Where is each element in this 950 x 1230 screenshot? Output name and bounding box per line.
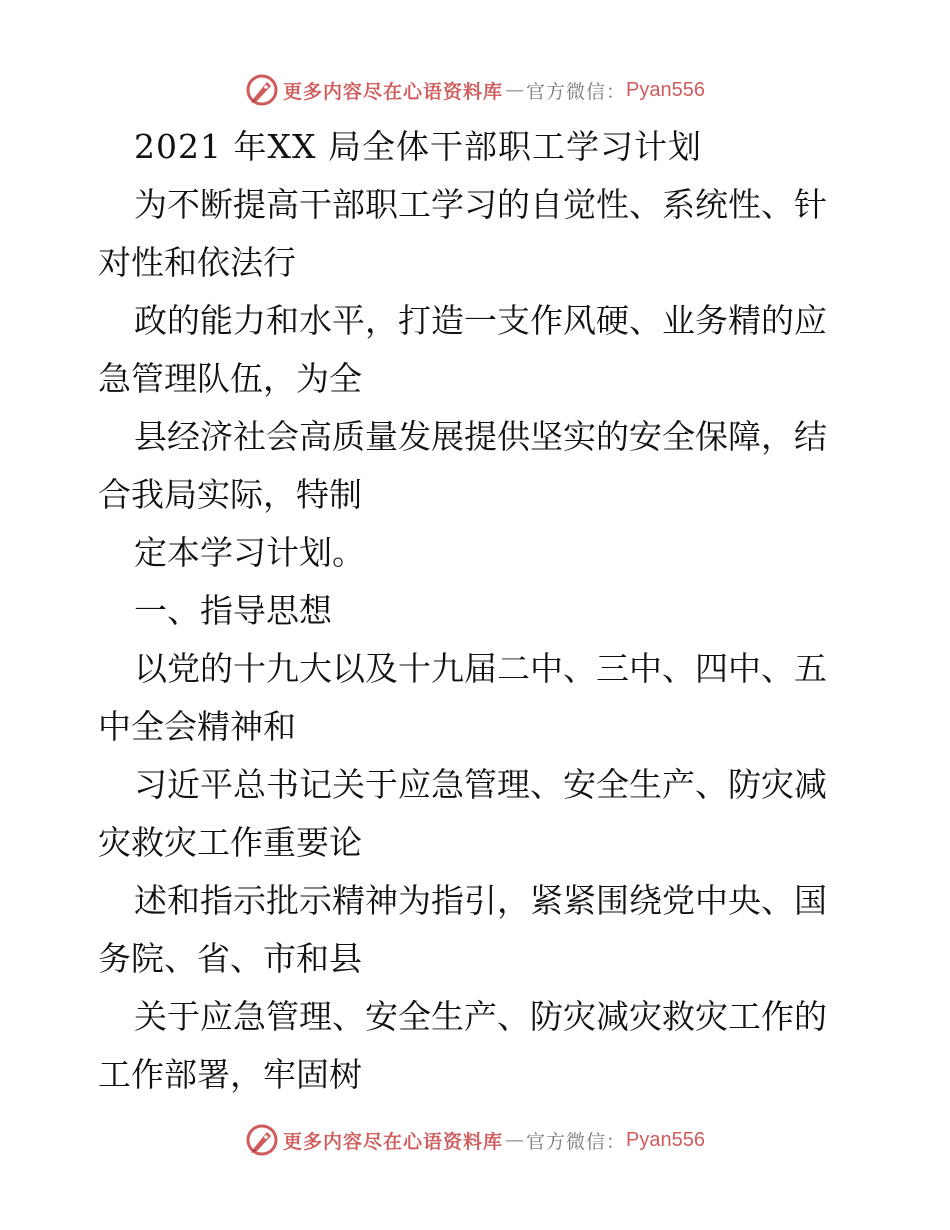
paragraph-line: 定本学习计划。 — [134, 533, 365, 572]
pen-nib-logo-icon — [245, 73, 279, 107]
pen-nib-logo-icon — [245, 1123, 279, 1157]
paragraph-line: 以党的十九大以及十九届二中、三中、四中、五 — [134, 649, 827, 688]
section-heading: 一、指导思想 — [134, 591, 332, 630]
footer-watermark — [0, 1118, 950, 1162]
watermark-site-text: 更多内容尽在心语资料库 — [283, 80, 504, 103]
watermark-wechat-label: 官方微信： — [526, 1130, 627, 1153]
watermark-dash: — — [505, 1129, 525, 1151]
paragraph-line: 政的能力和水平，打造一支作风硬、业务精的应 — [134, 301, 827, 340]
document-title: 2021 年XX 局全体干部职工学习计划 — [134, 127, 702, 166]
paragraph-line: 中全会精神和 — [98, 707, 296, 746]
paragraph-line: 务院、省、市和县 — [98, 939, 362, 978]
watermark-wechat-id: Pyan556 — [626, 1128, 705, 1151]
paragraph-line: 工作部署，牢固树 — [98, 1055, 362, 1094]
watermark-site-text: 更多内容尽在心语资料库 — [283, 1130, 504, 1153]
paragraph-line: 述和指示批示精神为指引，紧紧围绕党中央、国 — [134, 881, 827, 920]
watermark-wechat-label: 官方微信： — [526, 80, 627, 103]
paragraph-line: 县经济社会高质量发展提供坚实的安全保障，结 — [134, 417, 827, 456]
paragraph-line: 急管理队伍，为全 — [98, 359, 362, 398]
paragraph-line: 灾救灾工作重要论 — [98, 823, 362, 862]
paragraph-line: 对性和依法行 — [98, 243, 296, 282]
header-watermark — [0, 68, 950, 112]
watermark-dash: — — [505, 79, 525, 101]
paragraph-line: 合我局实际，特制 — [98, 475, 362, 514]
paragraph-line: 习近平总书记关于应急管理、安全生产、防灾减 — [134, 765, 827, 804]
paragraph-line: 为不断提高干部职工学习的自觉性、系统性、针 — [134, 185, 827, 224]
document-body — [98, 118, 858, 1104]
paragraph-line: 关于应急管理、安全生产、防灾减灾救灾工作的 — [134, 997, 827, 1036]
watermark-wechat-id: Pyan556 — [626, 78, 705, 101]
